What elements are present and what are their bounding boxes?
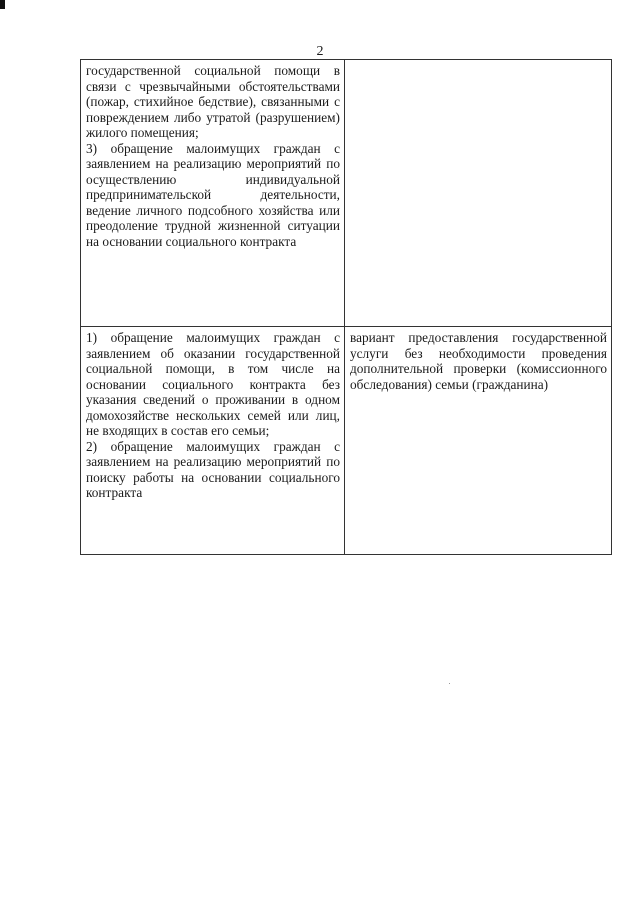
table-row: [81, 327, 612, 555]
scan-corner-mark: [0, 0, 5, 9]
table-cell-left: [81, 60, 345, 327]
document-table: [80, 59, 612, 555]
cell-paragraph: 3) обращение малоимущих граждан с заявлением на реализацию мероприятий по осуществлению индивидуальной предпринимательской деятельности, ведение личного подсобного хозяйства или преодоление трудной жизненной ситуации на основании социального контракта: [86, 140, 344, 249]
table-cell-right: [345, 60, 612, 327]
table-cell-right: [345, 327, 612, 555]
cell-paragraph: 2) обращение малоимущих граждан с заявлением на реализацию мероприятий по поиску работы на основании социального контракта: [86, 438, 344, 500]
cell-paragraph: 1) обращение малоимущих граждан с заявлением об оказании государственной социальной помощи, в том числе на основании социального контракта без указания сведений о проживании в одном домохозяйстве нескольких семей или лиц, не входящих в состав его семьи;: [86, 330, 344, 438]
scan-speck: [449, 683, 450, 684]
table-row: [81, 60, 612, 327]
cell-paragraph: вариант предоставления государственной услуги без необходимости проведения дополнительной проверки (комиссионного обследования) семьи (гражданина): [350, 330, 611, 392]
cell-paragraph: государственной социальной помощи в связи с чрезвычайными обстоятельствами (пожар, стихийное бедствие), связанными с повреждением либо утратой (разрушением) жилого помещения;: [86, 63, 344, 140]
table-cell-left: [81, 327, 345, 555]
page-number: 2: [316, 44, 324, 59]
